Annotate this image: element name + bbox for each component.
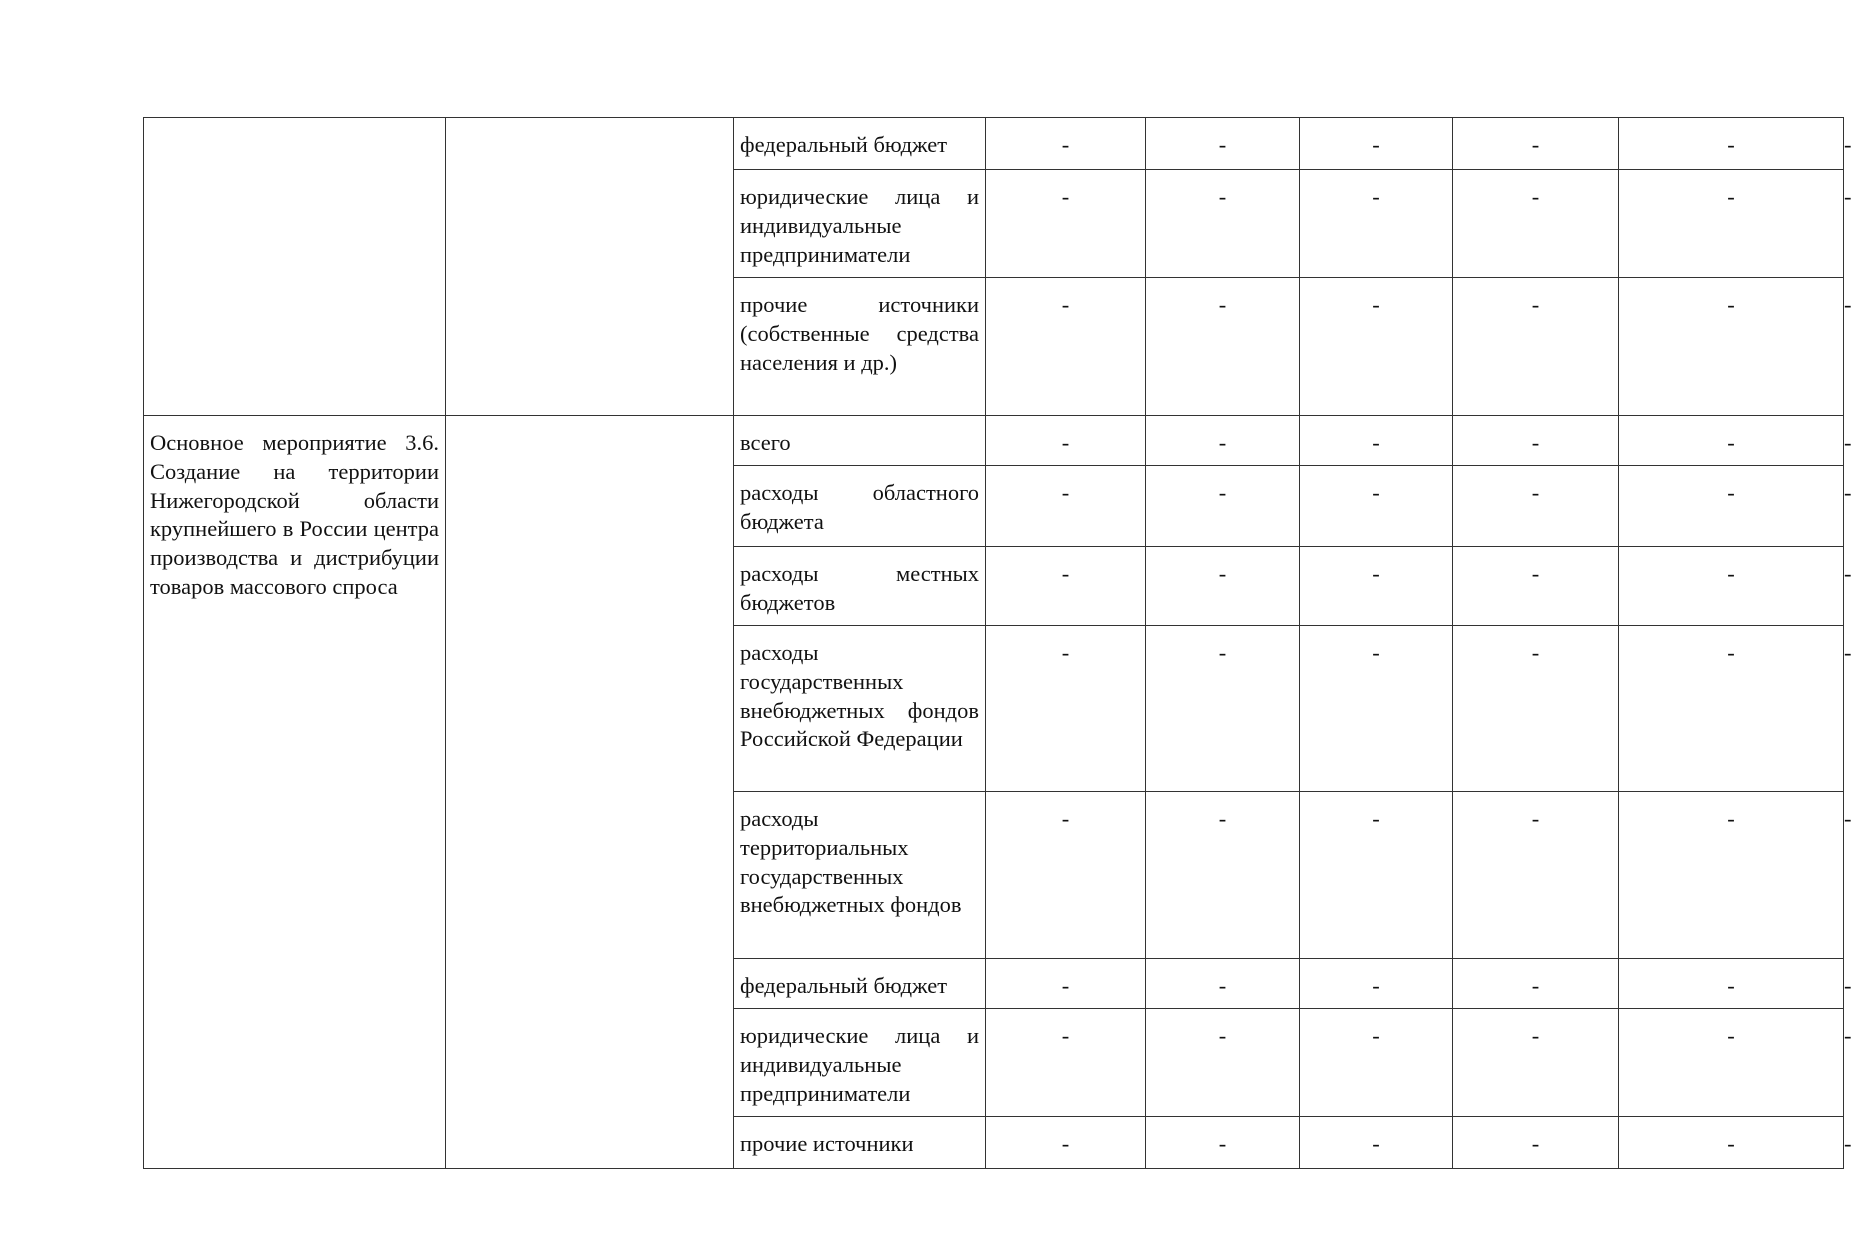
value-cell	[1619, 1009, 1844, 1117]
value-text: -	[1531, 806, 1540, 831]
value-text: -	[1218, 561, 1227, 586]
value-text: -	[1727, 184, 1735, 209]
table-row: Основное мероприятие 3.6. Создание на территории Нижегородской области крупнейшего в России центра производства и дистрибуции товаров массового спроса всего - - - - - -	[144, 416, 1844, 466]
funding-source-label: юридические лица и индивидуальные предприниматели	[740, 184, 979, 267]
value-text: -	[1218, 292, 1227, 317]
value-cell	[1453, 626, 1619, 792]
executor-cell	[446, 416, 734, 1169]
value-cell	[1300, 792, 1453, 959]
value-text: -	[1061, 561, 1070, 586]
value-cell	[1453, 1117, 1619, 1169]
value-cell	[1619, 626, 1844, 792]
value-cell	[1619, 170, 1844, 278]
value-text: -	[1531, 132, 1540, 157]
table-row: федеральный бюджет - - - - - -	[144, 959, 1844, 1009]
funding-source-label: расходы местных бюджетов	[740, 561, 979, 615]
value-cell	[1300, 1009, 1453, 1117]
value-cell	[1300, 170, 1453, 278]
measure-cell	[144, 118, 446, 416]
value-cell	[986, 1117, 1146, 1169]
value-cell	[1146, 118, 1300, 170]
value-text: -	[1061, 640, 1070, 665]
value-text: -	[1061, 806, 1070, 831]
value-cell	[1619, 118, 1844, 170]
table-row: юридические лица и индивидуальные предприниматели - - - - - -	[144, 1009, 1844, 1117]
value-cell	[1453, 1009, 1619, 1117]
value-text: -	[1218, 430, 1227, 455]
funding-source-label: расходы государственных внебюджетных фондов Российской Федерации	[740, 640, 979, 752]
value-text: -	[1061, 1131, 1070, 1156]
value-cell	[1453, 466, 1619, 547]
value-cell	[986, 792, 1146, 959]
value-text: -	[1372, 561, 1380, 586]
value-cell	[986, 547, 1146, 626]
value-text: -	[1531, 1023, 1540, 1048]
funding-source-label: федеральный бюджет	[740, 973, 948, 998]
value-cell	[1146, 466, 1300, 547]
value-cell	[1453, 416, 1619, 466]
value-text: -	[1727, 430, 1735, 455]
funding-source-cell	[734, 547, 986, 626]
value-text: -	[1218, 973, 1227, 998]
funding-source-label: расходы территориальных государственных внебюджетных фондов	[740, 806, 962, 918]
value-text: -	[1372, 1131, 1380, 1156]
value-text: -	[1372, 184, 1380, 209]
value-cell	[1146, 1117, 1300, 1169]
value-cell	[1453, 278, 1619, 416]
funding-source-cell	[734, 278, 986, 416]
value-text: -	[1372, 292, 1380, 317]
value-text: -	[1727, 132, 1735, 157]
executor-cell	[446, 118, 734, 416]
table-row: расходы местных бюджетов - - - - - -	[144, 547, 1844, 626]
value-text: -	[1372, 132, 1380, 157]
funding-source-label: федеральный бюджет	[740, 132, 948, 157]
value-cell	[986, 118, 1146, 170]
value-cell	[1300, 118, 1453, 170]
value-text: -	[1727, 561, 1735, 586]
financing-table	[143, 117, 1852, 1169]
value-text: -	[1061, 430, 1070, 455]
value-cell	[1300, 626, 1453, 792]
value-cell	[1453, 547, 1619, 626]
table-row: расходы территориальных государственных внебюджетных фондов - - - - - -	[144, 792, 1844, 959]
value-text: -	[1061, 480, 1070, 505]
value-cell	[1300, 278, 1453, 416]
value-text: -	[1727, 973, 1735, 998]
value-cell	[1146, 278, 1300, 416]
value-cell	[1453, 170, 1619, 278]
value-text: -	[1727, 640, 1735, 665]
value-cell	[1146, 416, 1300, 466]
value-cell	[986, 170, 1146, 278]
value-cell	[986, 278, 1146, 416]
funding-source-cell	[734, 170, 986, 278]
funding-source-label: расходы областного бюджета	[740, 480, 979, 534]
value-cell	[1146, 626, 1300, 792]
value-text: -	[1727, 292, 1735, 317]
funding-source-cell	[734, 466, 986, 547]
value-text: -	[1727, 1023, 1735, 1048]
value-cell	[1300, 959, 1453, 1009]
value-cell	[1453, 792, 1619, 959]
value-cell	[1619, 466, 1844, 547]
value-text: -	[1218, 480, 1227, 505]
table-row: расходы областного бюджета - - - - - -	[144, 466, 1844, 547]
value-text: -	[1218, 184, 1227, 209]
value-text: -	[1727, 1131, 1735, 1156]
value-text: -	[1372, 973, 1380, 998]
value-text: -	[1061, 973, 1070, 998]
measure-name: Основное мероприятие 3.6. Создание на территории Нижегородской области крупнейшего в России центра производства и дистрибуции товаров массового спроса	[150, 430, 439, 599]
value-cell	[986, 626, 1146, 792]
value-cell	[1619, 1117, 1844, 1169]
funding-source-cell	[734, 1117, 986, 1169]
value-text: -	[1218, 1023, 1227, 1048]
value-cell	[1453, 118, 1619, 170]
value-text: -	[1218, 1131, 1227, 1156]
value-cell	[1146, 959, 1300, 1009]
value-cell	[1619, 416, 1844, 466]
value-text: -	[1061, 292, 1070, 317]
table-row: федеральный бюджет - - - - - -	[144, 118, 1844, 170]
value-text: -	[1531, 480, 1540, 505]
value-cell	[1619, 792, 1844, 959]
table-row: расходы государственных внебюджетных фондов Российской Федерации - - - - - -	[144, 626, 1844, 792]
value-cell	[1300, 416, 1453, 466]
value-text: -	[1727, 806, 1735, 831]
value-cell	[1146, 547, 1300, 626]
value-text: -	[1372, 640, 1380, 665]
value-text: -	[1372, 1023, 1380, 1048]
funding-source-cell	[734, 959, 986, 1009]
value-text: -	[1531, 292, 1540, 317]
funding-source-cell	[734, 118, 986, 170]
value-cell	[1619, 278, 1844, 416]
value-text: -	[1061, 132, 1070, 157]
value-text: -	[1061, 1023, 1070, 1048]
funding-source-cell	[734, 626, 986, 792]
value-text: -	[1061, 184, 1070, 209]
value-cell	[986, 466, 1146, 547]
value-cell	[986, 959, 1146, 1009]
value-text: -	[1531, 184, 1540, 209]
value-cell	[1146, 792, 1300, 959]
measure-cell	[144, 416, 446, 1169]
value-text: -	[1372, 430, 1380, 455]
value-cell	[1300, 1117, 1453, 1169]
value-text: -	[1531, 561, 1540, 586]
value-text: -	[1727, 480, 1735, 505]
funding-source-cell	[734, 1009, 986, 1117]
value-text: -	[1531, 973, 1540, 998]
funding-source-label: прочие источники	[740, 1131, 914, 1156]
value-cell	[986, 1009, 1146, 1117]
table-row: прочие источники (собственные средства населения и др.) - - - - - -	[144, 278, 1844, 416]
value-cell	[1300, 466, 1453, 547]
value-text: -	[1218, 132, 1227, 157]
funding-source-label: всего	[740, 430, 791, 455]
executor-name	[446, 118, 733, 131]
funding-source-label: юридические лица и индивидуальные предприниматели	[740, 1023, 979, 1106]
funding-source-label: прочие источники (собственные средства населения и др.)	[740, 292, 979, 375]
value-cell	[1146, 1009, 1300, 1117]
value-text: -	[1531, 430, 1540, 455]
value-text: -	[1531, 1131, 1540, 1156]
funding-source-cell	[734, 416, 986, 466]
value-cell	[1453, 959, 1619, 1009]
value-cell	[986, 416, 1146, 466]
value-cell	[1146, 170, 1300, 278]
funding-source-cell	[734, 792, 986, 959]
value-text: -	[1372, 480, 1380, 505]
table-row: прочие источники - - - - - -	[144, 1117, 1844, 1169]
value-cell	[1619, 959, 1844, 1009]
value-cell	[1300, 547, 1453, 626]
value-text: -	[1372, 806, 1380, 831]
value-text: -	[1218, 640, 1227, 665]
value-cell	[1619, 547, 1844, 626]
value-text: -	[1531, 640, 1540, 665]
value-text: -	[1218, 806, 1227, 831]
executor-name	[446, 416, 733, 429]
measure-name	[144, 118, 445, 131]
table-row: юридические лица и индивидуальные предприниматели - - - - - -	[144, 170, 1844, 278]
